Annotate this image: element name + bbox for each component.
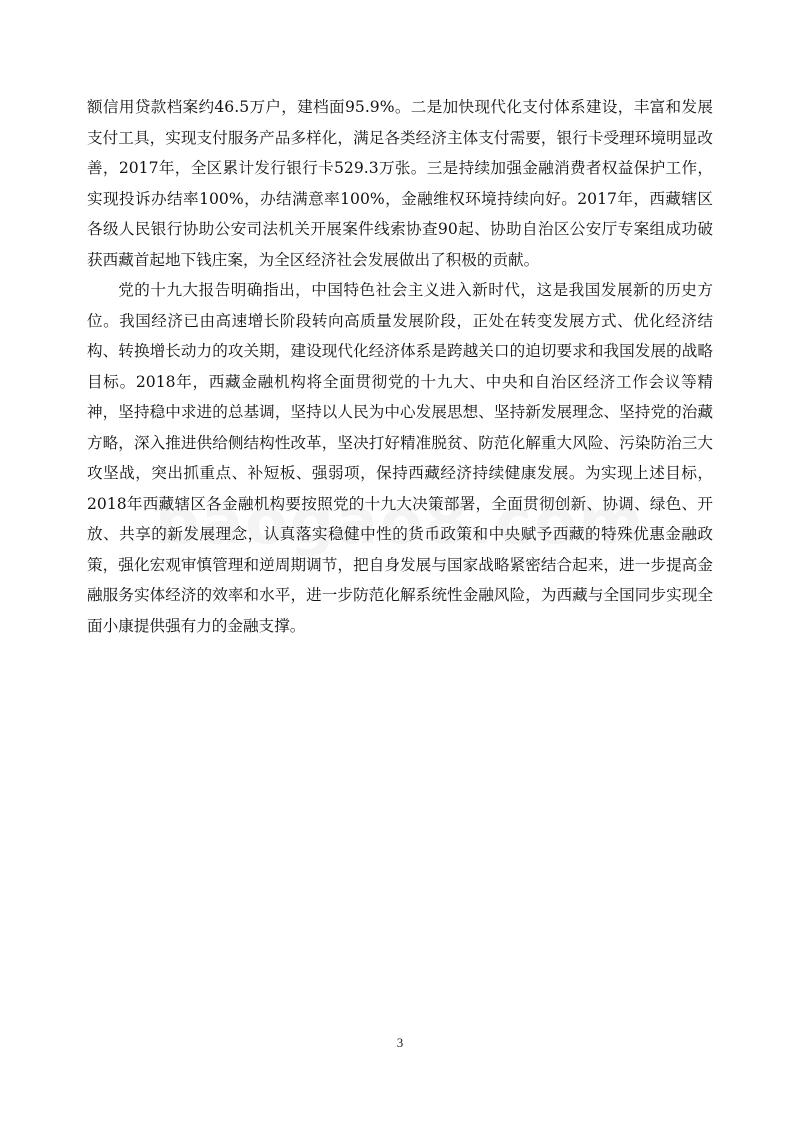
paragraph-continued: 额信用贷款档案约46.5万户，建档面95.9%。二是加快现代化支付体系建设，丰富和发展支付工具，实现支付服务产品多样化，满足各类经济主体支付需要，银行卡受理环境明显改善，2017年，全区累计发行银行卡529.3万张。三是持续加强金融消费者权益保护工作，实现投诉办结率100%，办结满意率100%，金融维权环境持续向好。2017年，西藏辖区各级人民银行协助公安司法机关开展案件线索协查90起、协助自治区公安厅专案组成功破获西藏首起地下钱庄案，为全区经济社会发展做出了积极的贡献。 [87, 98, 713, 269]
paragraph: 党的十九大报告明确指出，中国特色社会主义进入新时代，这是我国发展新的历史方位。我国经济已由高速增长阶段转向高质量发展阶段，正处在转变发展方式、优化经济结构、转换增长动力的攻关期，建设现代化经济体系是跨越关口的迫切要求和我国发展的战略目标。2018年，西藏金融机构将全面贯彻党的十九大、中央和自治区经济工作会议等精神，坚持稳中求进的总基调，坚持以人民为中心发展思想、坚持新发展理念、坚持党的治藏方略，深入推进供给侧结构性改革，坚决打好精准脱贫、防范化解重大风险、污染防治三大攻坚战，突出抓重点、补短板、强弱项，保持西藏经济持续健康发展。为实现上述目标，2018年西藏辖区各金融机构要按照党的十九大决策部署，全面贯彻创新、协调、绿色、开放、共享的新发展理念，认真落实稳健中性的货币政策和中央赋予西藏的特殊优惠金融政策，强化宏观审慎管理和逆周期调节，把自身发展与国家战略紧密结合起来，进一步提高金融服务实体经济的效率和水平，进一步防范化解系统性金融风险，为西藏与全国同步实现全面小康提供强有力的金融支撑。 [87, 281, 713, 635]
page-number: 3 [396, 1035, 404, 1050]
body-text [87, 92, 713, 641]
